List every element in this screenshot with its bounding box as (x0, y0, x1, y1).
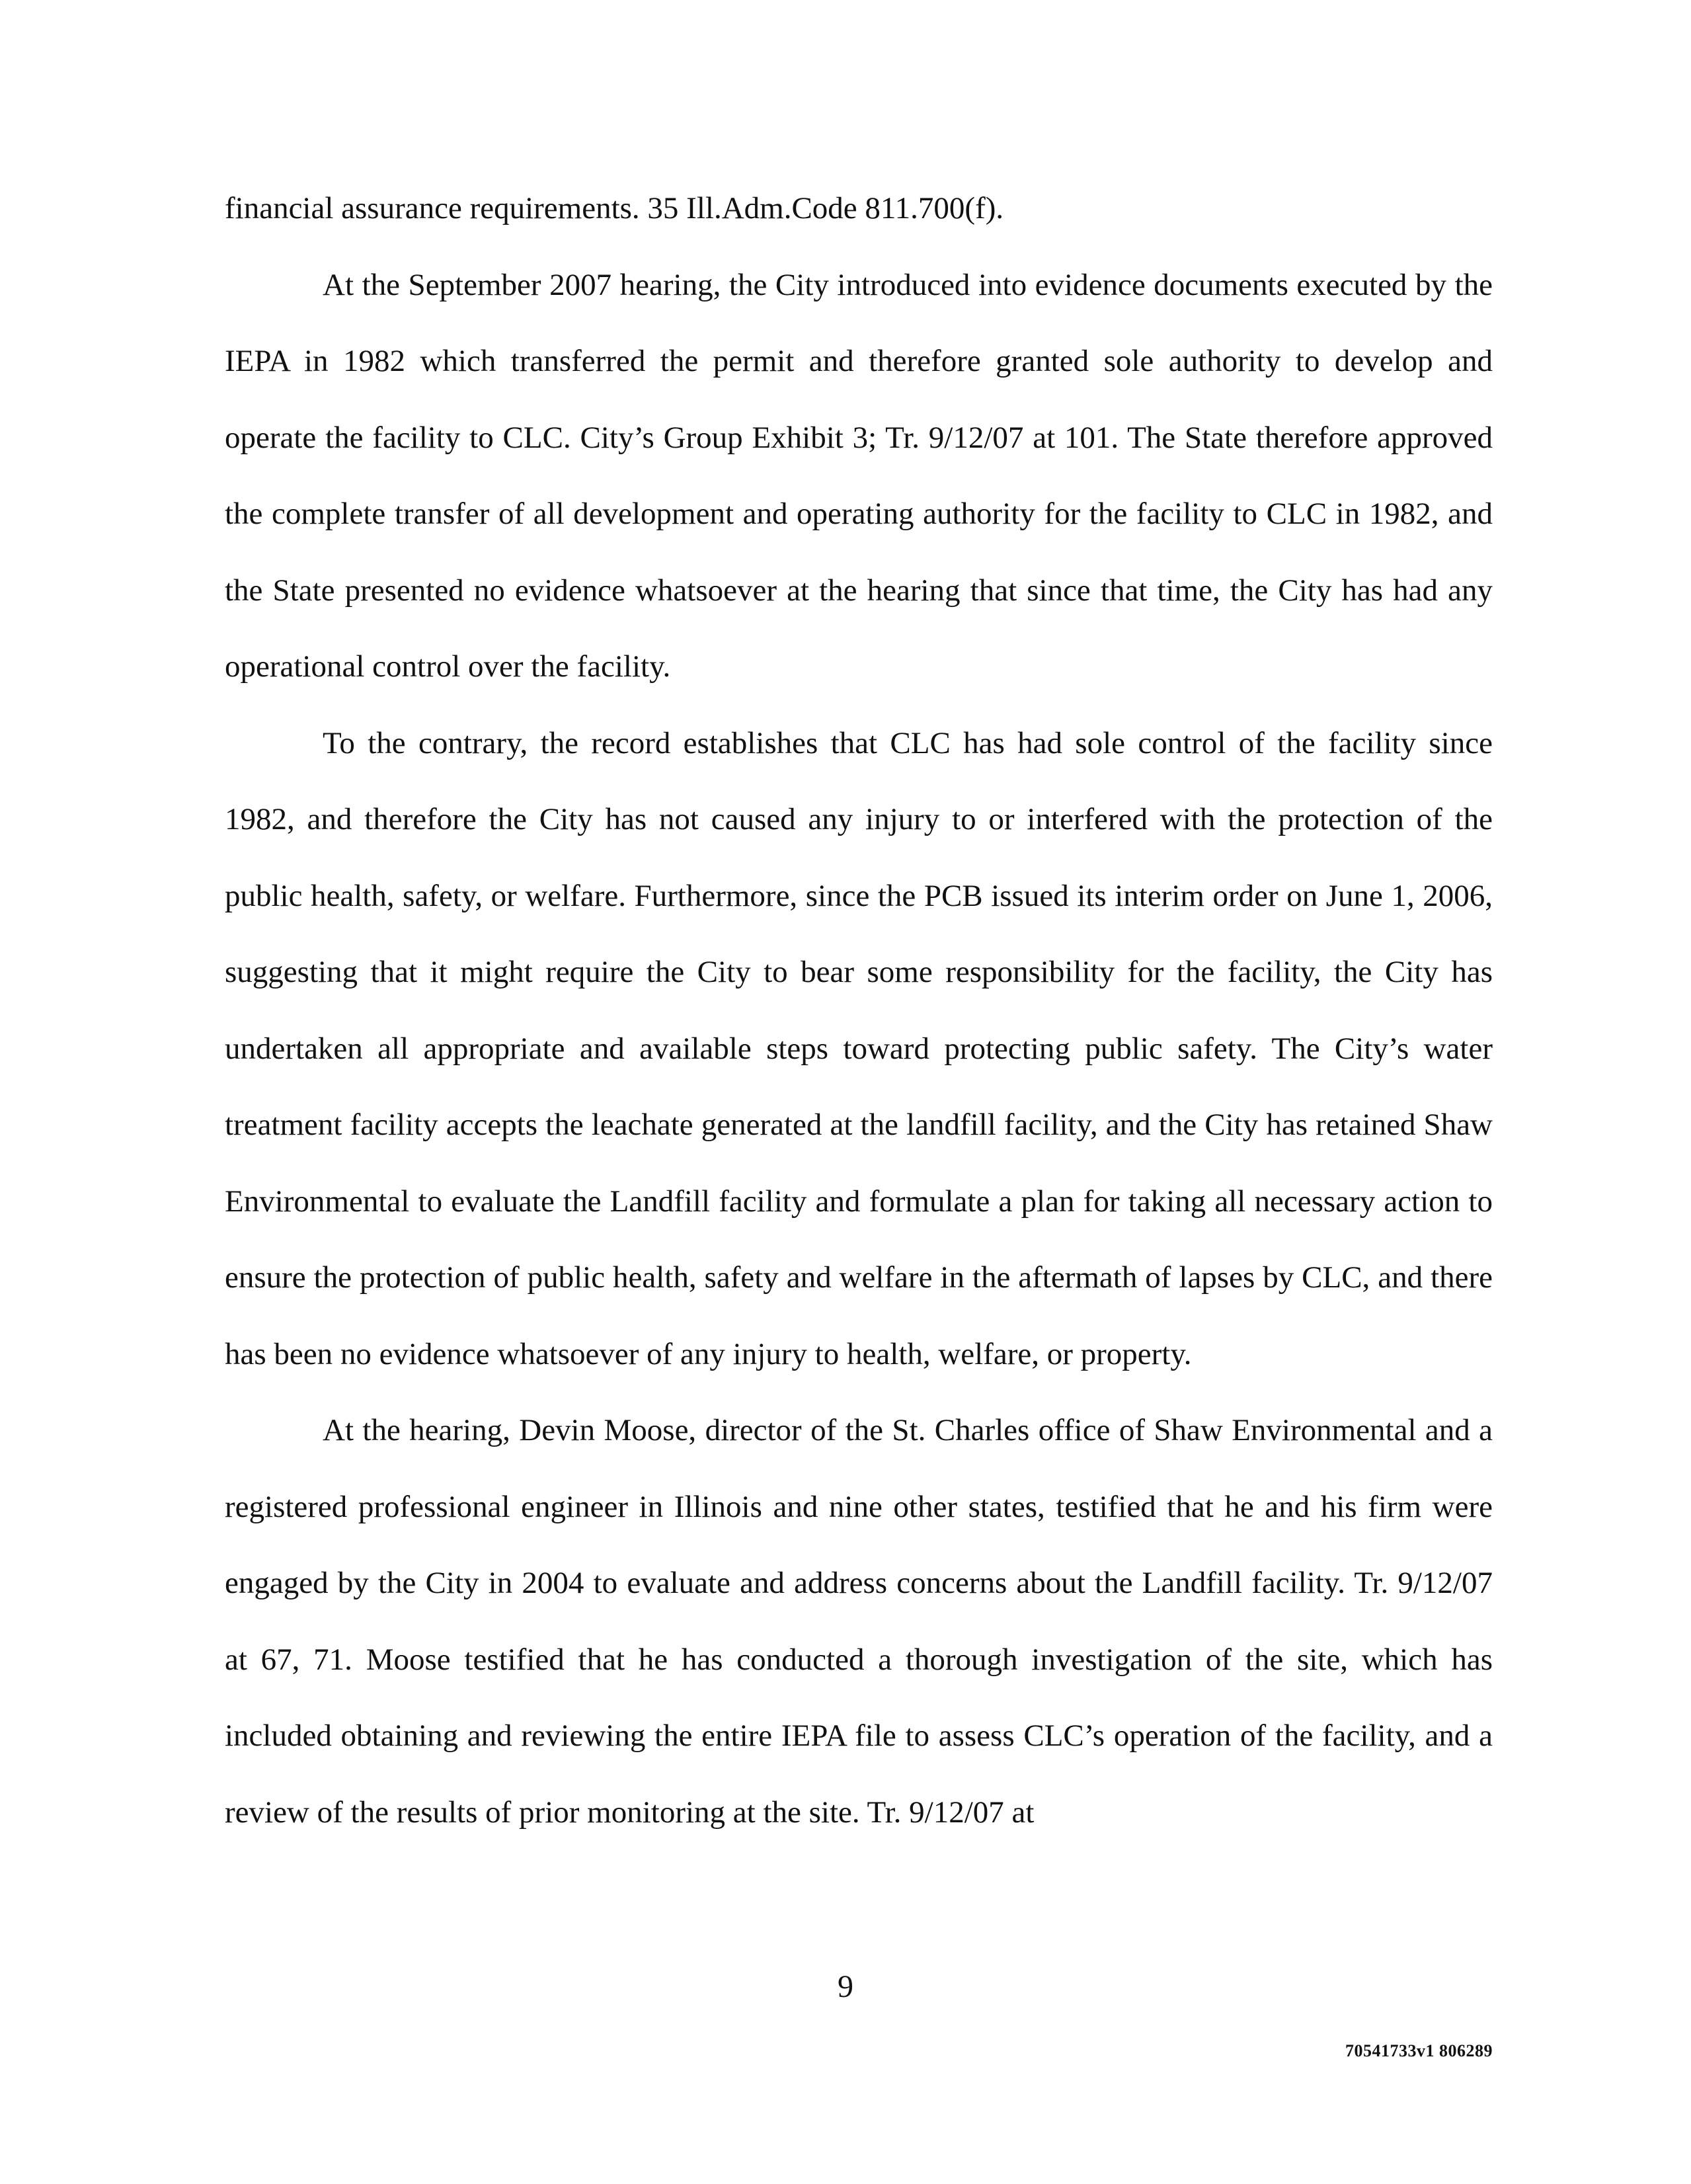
paragraph-sole-control: To the contrary, the record establishes that CLC has had sole control of the facility since 1982, and therefore the City has not caused any injury to or interfered with the protection of the public health, safety, or welfare. Furthermore, since the PCB issued its interim order on June 1, 2006, suggesting that it might require the City to bear some responsibility for the facility, the City has undertaken all appropriate and available steps toward protecting public safety. The City’s water treatment facility accepts the leachate generated at the landfill facility, and the City has retained Shaw Environmental to evaluate the Landfill facility and formulate a plan for taking all necessary action to ensure the protection of public health, safety and welfare in the aftermath of lapses by CLC, and there has been no evidence whatsoever of any injury to health, welfare, or property. (225, 725, 1493, 1371)
paragraph-continuation: financial assurance requirements. 35 Ill.Adm.Code 811.700(f). (225, 191, 1004, 225)
paragraph-moose-testimony: At the hearing, Devin Moose, director of the St. Charles office of Shaw Environmental and a registered professional engineer in Illinois and nine other states, testified that he and his firm were engaged by the City in 2004 to evaluate and address concerns about the Landfill facility. Tr. 9/12/07 at 67, 71. Moose testified that he has conducted a thorough investigation of the site, which has included obtaining and reviewing the entire IEPA file to assess CLC’s operation of the facility, and a review of the results of prior monitoring at the site. Tr. 9/12/07 at (225, 1413, 1493, 1830)
paragraph-ownership-transfer: At the September 2007 hearing, the City introduced into evidence documents executed by the IEPA in 1982 which transferred the permit and therefore granted sole authority to develop and operate the facility to CLC. City’s Group Exhibit 3; Tr. 9/12/07 at 101. The State therefore approved the complete transfer of all development and operating authority for the facility to CLC in 1982, and the State presented no evidence whatsoever at the hearing that since that time, the City has had any operational control over the facility. (225, 267, 1493, 684)
page-number: 9 (838, 1969, 853, 2004)
body-text (225, 171, 1493, 1851)
document-id: 70541733v1 806289 (1345, 2041, 1493, 2060)
